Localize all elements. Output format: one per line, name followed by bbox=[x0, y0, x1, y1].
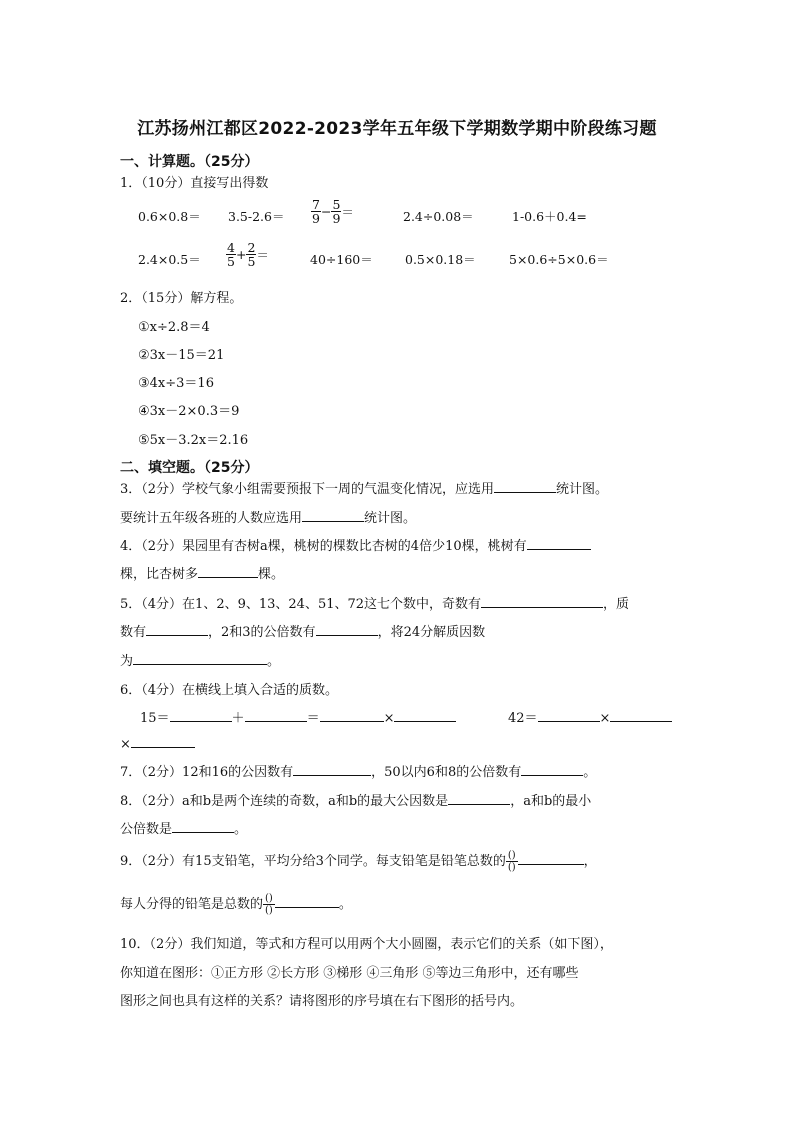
question-3-line-1: 3．（2分）学校气象小组需要预报下一周的气温变化情况，应选用 统计图。 bbox=[120, 482, 609, 497]
fraction: $\frac{7}{9}$ bbox=[312, 197, 320, 226]
question-6-line-2: 42＝ × bbox=[508, 707, 672, 726]
fraction: $\frac{5}{9}$ bbox=[332, 197, 341, 226]
question-9-line-2: 每人分得的铅笔是总数的 () () 。 bbox=[120, 893, 352, 916]
question-10-line-2: 你知道在图形：①正方形 ②长方形 ③梯形 ④三角形 ⑤等边三角形中，还有哪些 bbox=[120, 966, 579, 981]
question-10-line-1: 10．（2分）我们知道，等式和方程可以用两个大小圆圈，表示它们的关系（如下图）， bbox=[120, 937, 613, 952]
question-8-line-2: 公倍数是 。 bbox=[120, 822, 248, 837]
fraction: $\frac{4}{5}$ bbox=[227, 240, 235, 269]
equation-item: ③4x÷3＝16 bbox=[138, 376, 214, 391]
fraction-placeholder: () () bbox=[265, 893, 273, 916]
answer-blank[interactable] bbox=[494, 480, 556, 493]
question-2-heading: 2．（15分）解方程。 bbox=[120, 291, 243, 306]
fraction-placeholder: () () bbox=[507, 850, 516, 873]
answer-blank[interactable] bbox=[518, 852, 584, 865]
calc-item: 0.5×0.18＝ bbox=[405, 252, 476, 267]
calc-item: 40÷160＝ bbox=[310, 252, 373, 267]
question-4-line-2: 棵，比杏树多 棵。 bbox=[120, 567, 285, 582]
question-8-line-1: 8．（2分）a和b是两个连续的奇数，a和b的最大公因数是 ，a和b的最小 bbox=[120, 794, 592, 809]
calc-fraction-item: $\frac{7}{9}$ − $\frac{5}{9}$ ＝ bbox=[312, 197, 354, 226]
answer-blank[interactable] bbox=[448, 792, 510, 805]
question-9-line-1: 9．（2分）有15支铅笔，平均分给3个同学。每支铅笔是铅笔总数的 () () ， bbox=[120, 850, 597, 873]
answer-blank[interactable] bbox=[245, 709, 307, 722]
answer-blank[interactable] bbox=[293, 763, 371, 776]
answer-blank[interactable] bbox=[538, 709, 600, 722]
answer-blank[interactable] bbox=[170, 709, 232, 722]
calc-item: 0.6×0.8＝ bbox=[138, 209, 201, 224]
calc-fraction-item: $\frac{4}{5}$ + $\frac{2}{5}$ ＝ bbox=[227, 240, 269, 269]
question-6-line-3: × bbox=[120, 735, 195, 752]
question-3-line-2: 要统计五年级各班的人数应选用 统计图。 bbox=[120, 511, 417, 526]
fraction: $\frac{2}{5}$ bbox=[247, 240, 256, 269]
answer-blank[interactable] bbox=[481, 595, 603, 608]
answer-blank[interactable] bbox=[527, 537, 591, 550]
answer-blank[interactable] bbox=[320, 709, 384, 722]
answer-blank[interactable] bbox=[131, 735, 195, 748]
answer-blank[interactable] bbox=[316, 623, 378, 636]
question-6-line-1: 15＝ ＋ ＝ × bbox=[140, 707, 456, 726]
question-5-line-3: 为 。 bbox=[120, 654, 281, 669]
equation-item: ①x÷2.8＝4 bbox=[138, 320, 210, 335]
calc-item: 5×0.6÷5×0.6＝ bbox=[509, 252, 609, 267]
calc-item: 2.4×0.5＝ bbox=[138, 252, 201, 267]
question-4-line-1: 4．（2分）果园里有杏树a棵，桃树的棵数比杏树的4倍少10棵，桃树有 bbox=[120, 535, 591, 554]
calc-item: 2.4÷0.08＝ bbox=[403, 209, 474, 224]
page-title: 江苏扬州江都区2022-2023学年五年级下学期数学期中阶段练习题 bbox=[137, 119, 657, 139]
question-5-line-1: 5．（4分）在1、2、9、13、24、51、72这七个数中，奇数有 ，质 bbox=[120, 597, 630, 612]
answer-blank[interactable] bbox=[275, 895, 339, 908]
calc-item: 1-0.6＋0.4= bbox=[512, 209, 587, 224]
section-calculation-heading: 一、计算题。（25分） bbox=[120, 154, 259, 170]
question-5-line-2: 数有 ，2和3的公倍数有 ，将24分解质因数 bbox=[120, 625, 486, 640]
answer-blank[interactable] bbox=[394, 709, 456, 722]
section-fill-blank-heading: 二、填空题。（25分） bbox=[120, 460, 259, 476]
answer-blank[interactable] bbox=[610, 709, 672, 722]
equation-item: ⑤5x－3.2x＝2.16 bbox=[138, 433, 249, 448]
answer-blank[interactable] bbox=[172, 820, 234, 833]
answer-blank[interactable] bbox=[521, 763, 583, 776]
question-10-line-3: 图形之间也具有这样的关系？请将图形的序号填在右下图形的括号内。 bbox=[120, 994, 524, 1009]
question-7-line: 7．（2分）12和16的公因数有 ，50以内6和8的公倍数有 。 bbox=[120, 765, 597, 780]
answer-blank[interactable] bbox=[146, 623, 208, 636]
equation-item: ②3x－15＝21 bbox=[138, 348, 225, 363]
equation-item: ④3x－2×0.3＝9 bbox=[138, 404, 240, 419]
calc-item: 3.5-2.6＝ bbox=[228, 209, 285, 224]
answer-blank[interactable] bbox=[198, 565, 258, 578]
answer-blank[interactable] bbox=[302, 509, 364, 522]
answer-blank[interactable] bbox=[133, 652, 267, 665]
question-1-heading: 1．（10分）直接写出得数 bbox=[120, 176, 269, 191]
question-6-heading: 6．（4分）在横线上填入合适的质数。 bbox=[120, 683, 339, 698]
